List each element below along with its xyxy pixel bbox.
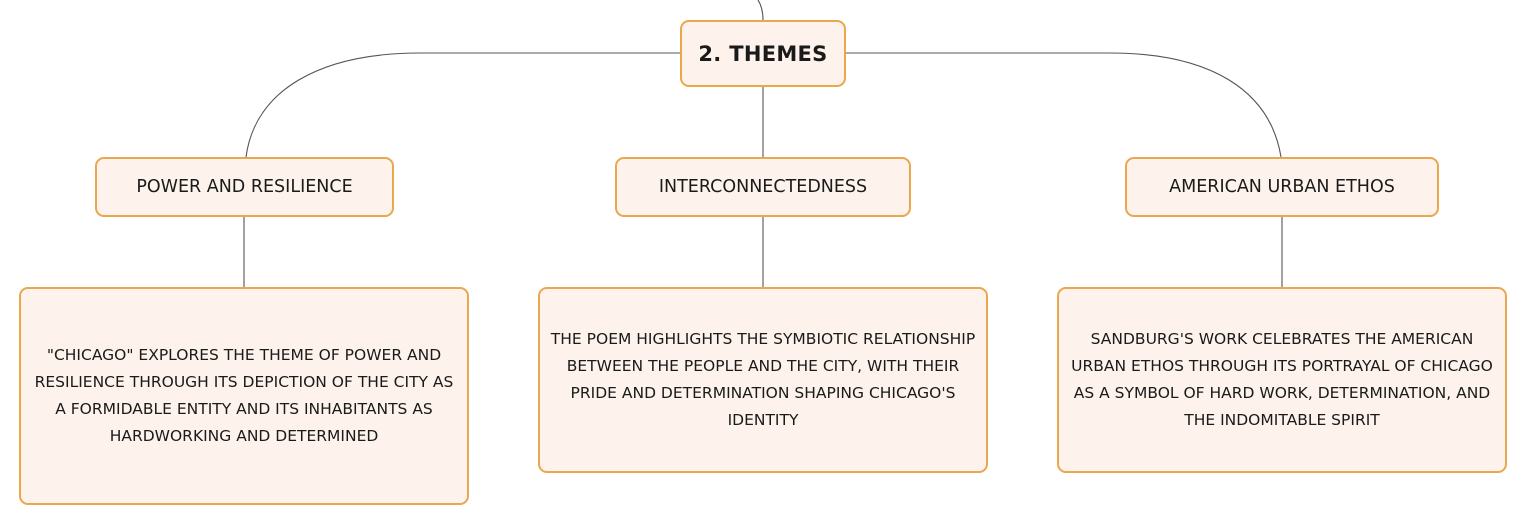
theme-node-label: POWER AND RESILIENCE [136, 177, 353, 197]
theme-node-interconnectedness[interactable] [615, 157, 911, 217]
connector-root-to-theme-1 [246, 53, 680, 157]
theme-node-american-urban-ethos[interactable] [1125, 157, 1439, 217]
connector-root-to-theme-3 [846, 53, 1281, 157]
theme-node-power-and-resilience[interactable] [95, 157, 394, 217]
detail-node-text: THE POEM HIGHLIGHTS THE SYMBIOTIC RELATIONSHIP BETWEEN THE PEOPLE AND THE CITY, WITH THEIR PRIDE AND DETERMINATION SHAPING CHICAGO'S IDENTITY [550, 330, 976, 429]
incoming-connector [758, 0, 763, 20]
theme-node-label: AMERICAN URBAN ETHOS [1169, 177, 1395, 197]
theme-node-label: INTERCONNECTEDNESS [658, 177, 868, 197]
detail-node-american-urban-ethos[interactable] [1057, 287, 1507, 473]
detail-node-text: SANDBURG'S WORK CELEBRATES THE AMERICAN URBAN ETHOS THROUGH ITS PORTRAYAL OF CHICAGO AS A SYMBOL OF HARD WORK, DETERMINATION, AND THE INDOMITABLE SPIRIT [1071, 330, 1493, 429]
root-node-themes[interactable] [680, 20, 846, 87]
detail-node-text: "CHICAGO" EXPLORES THE THEME OF POWER AND RESILIENCE THROUGH ITS DEPICTION OF THE CITY AS A FORMIDABLE ENTITY AND ITS INHABITANTS AS HARDWORKING AND DETERMINED [34, 346, 454, 445]
root-node-label: 2. THEMES [698, 41, 828, 66]
detail-node-power-and-resilience[interactable] [19, 287, 469, 505]
detail-node-interconnectedness[interactable] [538, 287, 988, 473]
